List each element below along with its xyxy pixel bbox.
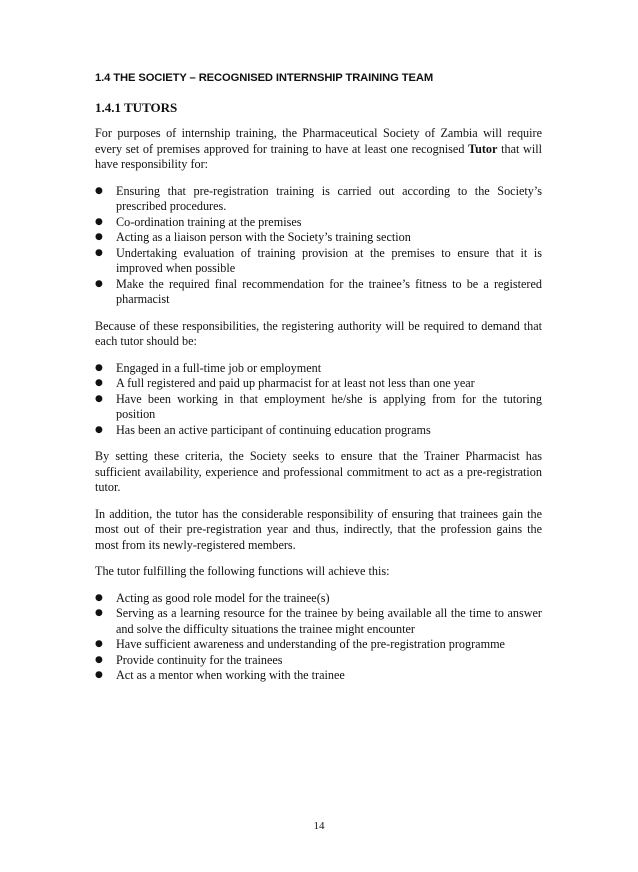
intro-text-after: that will have responsibility for: — [95, 141, 542, 171]
subsection-heading: 1.4.1 TUTORS — [95, 100, 178, 115]
bullet-icon: ● — [95, 639, 103, 649]
requirements-list — [95, 361, 542, 439]
list-item-text: Serving as a learning resource for the trainee by being available all the time to answer and solve the difficulty situations the trainee might encounter — [116, 606, 542, 636]
list-item — [95, 246, 542, 277]
list-item-text: Act as a mentor when working with the trainee — [116, 668, 345, 682]
bullet-icon: ● — [95, 247, 103, 258]
list-item-text: Acting as good role model for the trainee(s) — [116, 590, 330, 605]
list-item — [95, 637, 542, 653]
list-item-text: Ensuring that pre-registration training is carried out according to the Society’s prescribed procedures. — [116, 183, 542, 213]
addition-paragraph: In addition, the tutor has the considerable responsibility of ensuring that trainees gain the most out of their pre-registration year and thus, indirectly, that the profession gains the most from its newly-registered members. — [95, 506, 542, 552]
list-item — [95, 230, 542, 246]
list-item — [95, 653, 542, 669]
list-item — [95, 184, 542, 215]
list-item-text: A full registered and paid up pharmacist for at least not less than one year — [116, 376, 475, 390]
demand-paragraph: Because of these responsibilities, the registering authority will be required to demand that each tutor should be: — [95, 318, 542, 348]
list-item — [95, 392, 542, 423]
list-item — [95, 591, 542, 607]
document-page — [95, 72, 542, 695]
functions-list — [95, 591, 542, 684]
bullet-icon: ● — [95, 232, 103, 242]
list-item-text: Co-ordination training at the premises — [116, 214, 302, 229]
list-item — [95, 606, 542, 637]
functions-intro-paragraph: The tutor fulfilling the following functions will achieve this: — [95, 564, 390, 578]
list-item — [95, 215, 542, 231]
bullet-icon: ● — [95, 654, 103, 665]
list-item-text: Has been an active participant of continuing education programs — [116, 422, 431, 437]
list-item-text: Have been working in that employment he/she is applying from for the tutoring position — [116, 391, 542, 421]
bullet-icon: ● — [95, 185, 103, 196]
list-item-text: Acting as a liaison person with the Society’s training section — [116, 230, 411, 244]
intro-text-before: For purposes of internship training, the Pharmaceutical Society of Zambia will require every set of premises approved for training to have at least one recognised — [95, 126, 542, 156]
bullet-icon: ● — [95, 670, 103, 680]
bullet-icon: ● — [95, 216, 103, 227]
responsibilities-list — [95, 184, 542, 308]
list-item-text: Have sufficient awareness and understanding of the pre-registration programme — [116, 637, 505, 651]
section-heading: 1.4 THE SOCIETY – RECOGNISED INTERNSHIP TRAINING TEAM — [95, 72, 434, 84]
bullet-icon: ● — [95, 592, 103, 603]
bullet-icon: ● — [95, 278, 103, 289]
list-item — [95, 277, 542, 308]
bullet-icon: ● — [95, 362, 103, 373]
list-item — [95, 376, 542, 392]
intro-paragraph — [95, 126, 542, 173]
page-number: 14 — [313, 820, 325, 832]
criteria-paragraph: By setting these criteria, the Society seeks to ensure that the Trainer Pharmacist has sufficient availability, experience and professional commitment to act as a pre-registration tutor. — [95, 449, 542, 494]
bullet-icon: ● — [95, 424, 103, 435]
list-item-text: Engaged in a full-time job or employment — [116, 360, 322, 375]
list-item-text: Make the required final recommendation for the trainee’s fitness to be a registered pharmacist — [116, 276, 542, 306]
list-item — [95, 361, 542, 377]
intro-bold-word: Tutor — [468, 141, 498, 156]
list-item-text: Undertaking evaluation of training provision at the premises to ensure that it is improved when possible — [116, 245, 542, 275]
bullet-icon: ● — [95, 378, 103, 388]
list-item — [95, 423, 542, 439]
bullet-icon: ● — [95, 608, 103, 618]
list-item-text: Provide continuity for the trainees — [116, 652, 283, 667]
list-item — [95, 668, 542, 684]
bullet-icon: ● — [95, 393, 103, 404]
